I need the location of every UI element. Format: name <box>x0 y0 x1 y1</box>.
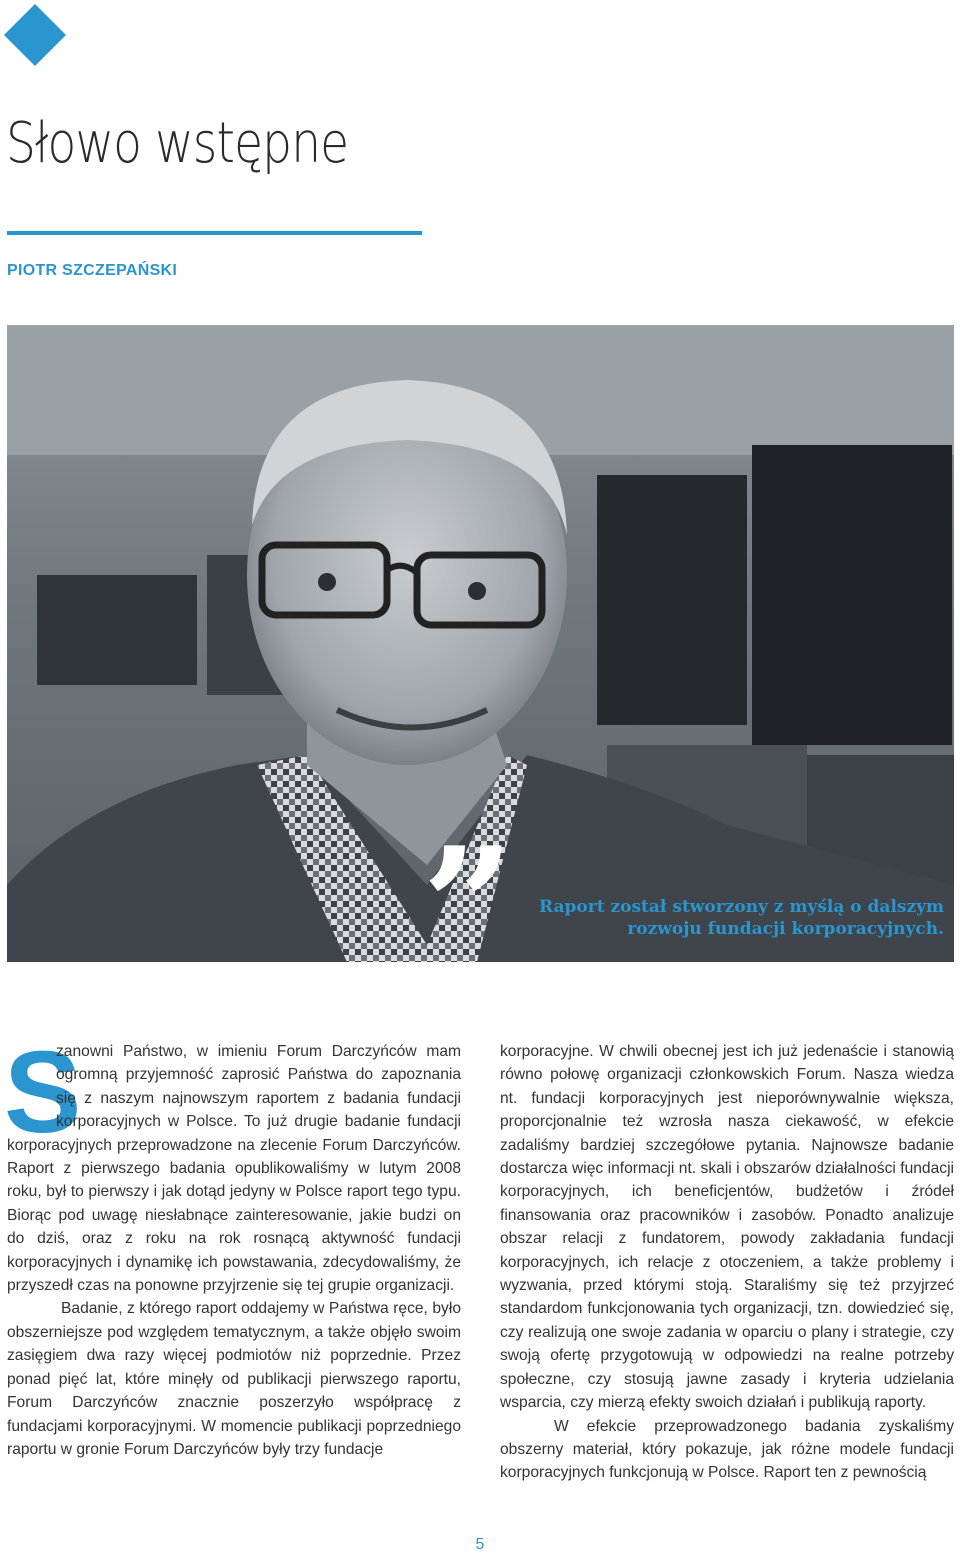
page-number: 5 <box>475 1536 485 1553</box>
quote-mark-icon: ” <box>422 812 497 1000</box>
paragraph: W efekcie przeprowadzonego badania zyskaliśmy obszerny materiał, który pokazuje, jak różne modele fundacji korporacyjnych funkcjonują w Polsce. Raport ten z pewnością <box>500 1417 954 1482</box>
paragraph: zanowni Państwo, w imieniu Forum Darczyńców mam ogromną przyjemność zaprosić Państwa do zapoznania się z naszym najnowszym raportem z badania fundacji korporacyjnych w Polsce. To już drugie badanie fundacji korporacyjnych przeprowadzone na zlecenie Forum Darczyńców. Raport z pierwszego badania opublikowaliśmy w lutym 2008 roku, był to pierwszy i jak dotąd jedyny w Polsce raport tego typu. Biorąc pod uwagę niesłabnące zainteresowanie, jakie budzi on do dziś, oraz z roku na rok rosnącą aktywność fundacji korporacyjnych i dynamikę ich powstawania, zdecydowaliśmy, że przyszedł czas na ponowne przyjrzenie się tej grupie organizacji. <box>7 1043 461 1295</box>
text-column-right <box>500 1040 954 1485</box>
drop-cap-spacer <box>7 1040 56 1132</box>
drop-cap: S <box>4 1027 82 1157</box>
diamond-icon <box>4 4 66 66</box>
paragraph: Badanie, z którego raport oddajemy w Państwa ręce, było obszerniejsze pod względem tematycznym, a także objęło swoim zasięgiem dwa razy więcej podmiotów niż poprzednie. Przez ponad pięć lat, które minęły od publikacji pierwszego raportu, Forum Darczyńców znacznie poszerzyło współpracę z fundacjami korporacyjnymi. W momencie publikacji poprzedniego raportu w gronie Forum Darczyńców były trzy fundacje <box>7 1300 461 1458</box>
page-title: Słowo wstępne <box>6 111 349 176</box>
text-column-left <box>7 1040 461 1461</box>
title-underline <box>7 231 422 235</box>
paragraph: korporacyjne. W chwili obecnej jest ich już jedenaście i stanowią równo połowę organizacji członkowskich Forum. Nasza wiedza nt. fundacji korporacyjnych jest nieporównywalnie większa, proporcjonalnie też wzrosła nasza ciekawość, w efekcie zadaliśmy bardziej szczegółowe pytania. Najnowsze badanie dostarcza więc informacji nt. skali i obszarów działalności fundacji korporacyjnych, ich beneficjentów, budżetów i źródeł finansowania oraz pracowników i zasobów. Ponadto analizuje obszar relacji z fundatorem, powody zakładania fundacji korporacyjnych, ich relacje z otoczeniem, a także problemy i wyzwania, przed którymi stoją. Staraliśmy się też przyjrzeć standardom funkcjonowania tych organizacji, tzn. dowiedzieć się, czy realizują one swoje zadania w oparciu o plany i strategie, czy swoją ofertę przygotowują w odpowiedzi na realne potrzeby społeczne, czy stosują jawne zasady i kryteria udzielania wsparcia, czy mierzą efekty swoich działań i publikują raporty. <box>500 1043 954 1412</box>
pull-quote: Raport został stworzony z myślą o dalszym rozwoju fundacji korporacyjnych. <box>539 897 944 939</box>
author-name: PIOTR SZCZEPAŃSKI <box>7 262 178 279</box>
